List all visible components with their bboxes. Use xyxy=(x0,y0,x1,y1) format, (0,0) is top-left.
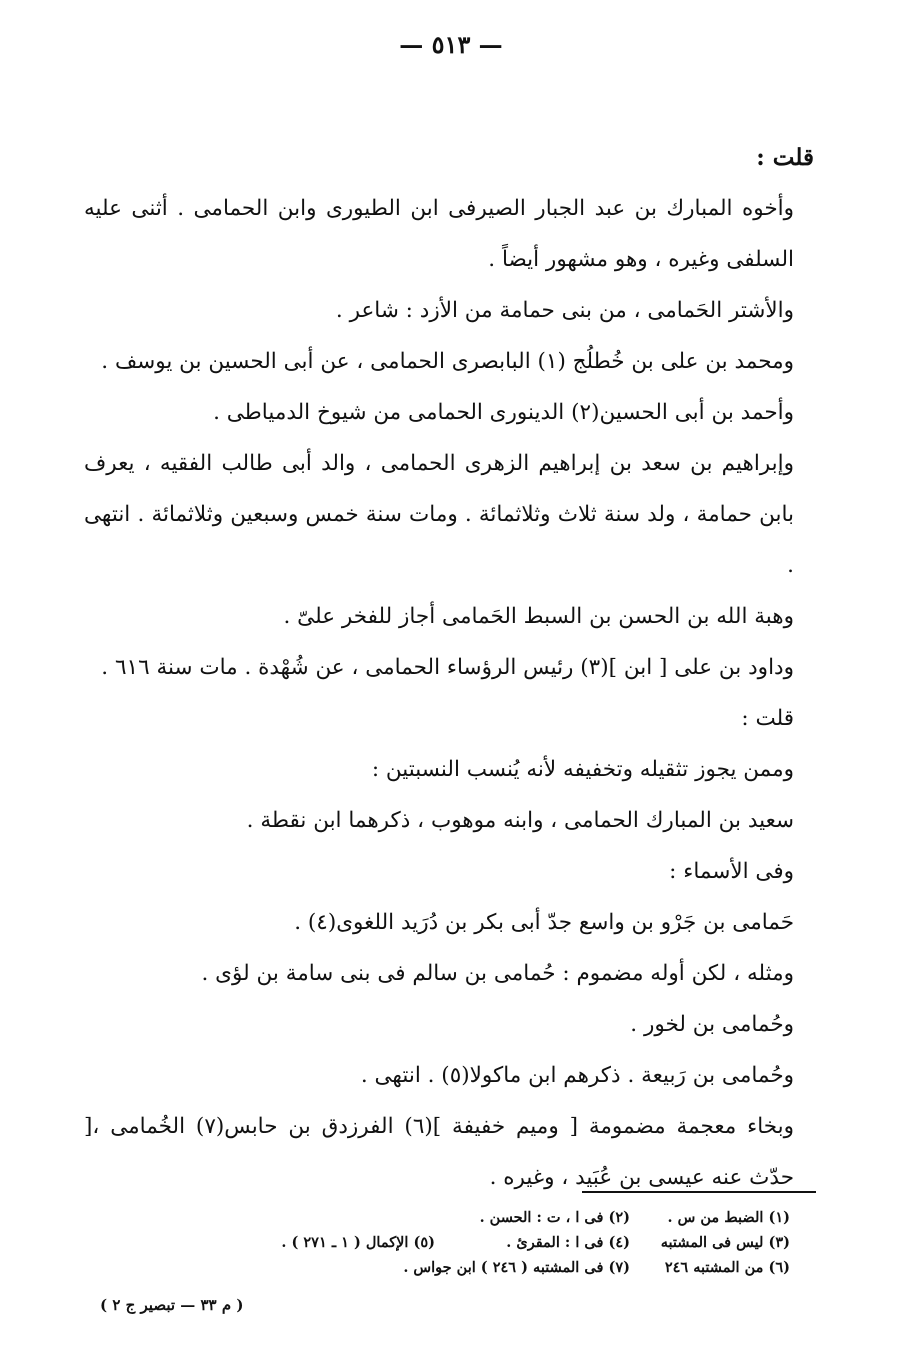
footnote: (٤) فى ا : المقرئ . xyxy=(506,1234,630,1251)
paragraph: ومحمد بن على بن خُطلُج (١) البابصرى الحمامى ، عن أبى الحسين بن يوسف . xyxy=(101,349,794,374)
paragraph: وإبراهيم بن سعد بن إبراهيم الزهرى الحمامى ، والد أبى طالب الفقيه ، يعرف بابن حمامة ، ولد سنة ثلاث وثلاثمائة . ومات سنة خمس وسبعين وثلاثمائة . انتهى . xyxy=(84,451,794,578)
footnote-row xyxy=(150,1230,790,1255)
footnote xyxy=(175,1255,435,1280)
page-number: — ٥١٣ — xyxy=(399,30,503,59)
paragraph: وممن يجوز تثقيله وتخفيفه لأنه يُنسب النسبتين : xyxy=(371,757,794,782)
paragraph: وهبة الله بن الحسن بن السبط الحَمامى أجاز للفخر علىّ . xyxy=(283,604,794,629)
paragraph: حَمامى بن جَرْو بن واسع جدّ أبى بكر بن دُرَيد اللغوى(٤) . xyxy=(294,910,794,935)
paragraph: وحُمامى بن رَبيعة . ذكرهم ابن ماكولا(٥) . انتهى . xyxy=(360,1063,794,1088)
footnote: (٥) الإكمال ( ١ ـ ٢٧١ ) . xyxy=(281,1234,435,1251)
main-text xyxy=(84,132,814,1203)
section-heading: قلت : xyxy=(741,706,794,731)
printer-signature: ( م ٣٣ — تبصير ج ٢ ) xyxy=(100,1296,244,1314)
paragraph: وأحمد بن أبى الحسين(٢) الدينورى الحمامى من شيوخ الدمياطى . xyxy=(213,400,794,425)
footnote xyxy=(175,1205,435,1230)
footnote: (٦) من المشتبه ٢٤٦ xyxy=(664,1259,790,1276)
section-heading: قلت : xyxy=(756,144,814,171)
footnote: (٢) فى ا ، ت : الحسن . xyxy=(479,1209,630,1226)
footnote-row xyxy=(150,1255,790,1280)
paragraph: وبخاء معجمة مضمومة [ وميم خفيفة ](٦) الفرزدق بن حابس(٧) الخُمامى ،[ حدّث عنه عيسى بن عُبَيد ، وغيره . xyxy=(84,1114,795,1190)
paragraph: سعيد بن المبارك الحمامى ، وابنه موهوب ، ذكرهما ابن نقطة . xyxy=(246,808,794,833)
footnote: (٧) فى المشتبه ( ٢٤٦ ) ابن جواس . xyxy=(403,1259,630,1276)
footnote-divider xyxy=(582,1191,816,1193)
paragraph: والأشتر الحَمامى ، من بنى حمامة من الأزد : شاعر . xyxy=(335,298,794,323)
footnote: (٣) ليس فى المشتبه xyxy=(660,1234,790,1251)
paragraph: وداود بن على [ ابن ](٣) رئيس الرؤساء الحمامى ، عن شُهْدة . مات سنة ٦١٦ . xyxy=(101,655,794,680)
footnote: (١) الضبط من س . xyxy=(667,1209,790,1226)
paragraph: وحُمامى بن لخور . xyxy=(630,1012,794,1037)
footnotes xyxy=(150,1205,790,1280)
footnote-row xyxy=(150,1205,790,1230)
paragraph: ومثله ، لكن أوله مضموم : حُمامى بن سالم فى بنى سامة بن لؤى . xyxy=(201,961,794,986)
paragraph: وأخوه المبارك بن عبد الجبار الصيرفى ابن الطيورى وابن الحمامى . أثنى عليه السلفى وغيره ، وهو مشهور أيضاً . xyxy=(84,196,794,272)
paragraph: وفى الأسماء : xyxy=(669,859,794,884)
